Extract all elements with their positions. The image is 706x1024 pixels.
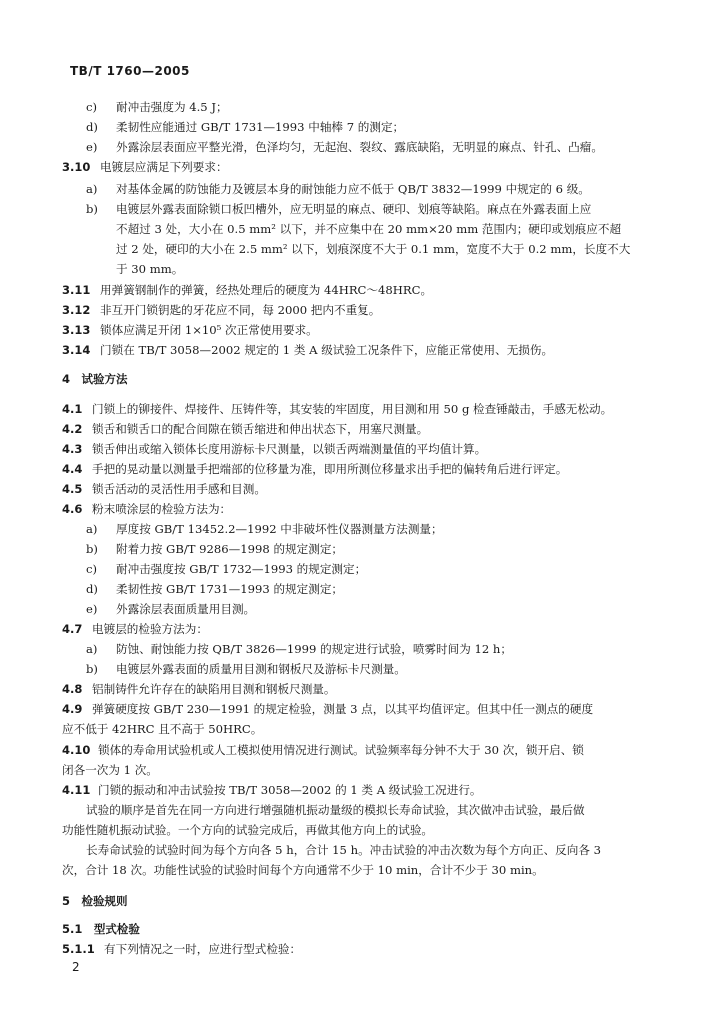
clause-3-10-b-line2: 不超过 3 处，大小在 0.5 mm² 以下，并不应集中在 20 mm×20 mm 范围内；硬印或划痕应不超	[116, 222, 622, 236]
clause-4-6-d: 柔韧性按 GB/T 1731—1993 的规定测定；	[116, 582, 344, 596]
clause-4-7-a: 防蚀、耐蚀能力按 QB/T 3826—1999 的规定进行试验，喷雾时间为 12 h；	[116, 642, 512, 656]
clause-number-4-11: 4.11	[62, 783, 91, 797]
item-e-surface: 外露涂层表面应平整光滑，色泽均匀，无起泡、裂纹、露底缺陷，无明显的麻点、针孔、凸瘤。	[116, 140, 603, 154]
clause-number-4-1: 4.1	[62, 402, 83, 416]
list-marker-d: d)	[86, 582, 98, 596]
clause-3-10-a: 对基体金属的防蚀能力及镀层本身的耐蚀能力应不低于 QB/T 3832—1999 中规定的 6 级。	[116, 182, 590, 196]
clause-4-11-para2-line2: 次，合计 18 次。功能性试验的试验时间每个方向通常不少于 10 min，合计不少于 30 min。	[62, 863, 544, 877]
list-marker-b: b)	[86, 542, 98, 556]
clause-4-9-line2: 应不低于 42HRC 且不高于 50HRC。	[62, 722, 263, 736]
clause-4-6-a: 厚度按 GB/T 13452.2—1992 中非破坏性仪器测量方法测量；	[116, 522, 443, 536]
clause-4-6-e: 外露涂层表面质量用目测。	[116, 602, 256, 616]
clause-4-2-text: 锁舌和锁舌口的配合间隙在锁舌缩进和伸出状态下，用塞尺测量。	[92, 422, 429, 436]
clause-4-6-text: 粉末喷涂层的检验方法为：	[92, 502, 232, 516]
clause-number-4-4: 4.4	[62, 462, 83, 476]
page-number: 2	[72, 960, 80, 974]
clause-3-13-text: 锁体应满足开闭 1×10⁵ 次正常使用要求。	[100, 323, 318, 337]
clause-number-4-7: 4.7	[62, 622, 83, 636]
clause-number-3-12: 3.12	[62, 303, 91, 317]
clause-3-10-b-line4: 于 30 mm。	[116, 262, 184, 276]
clause-4-11-text: 门锁的振动和冲击试验按 TB/T 3058—2002 的 1 类 A 级试验工况进行。	[98, 783, 482, 797]
clause-number-4-9: 4.9	[62, 702, 83, 716]
clause-number-4-5: 4.5	[62, 482, 83, 496]
clause-3-14-text: 门锁在 TB/T 3058—2002 规定的 1 类 A 级试验工况条件下，应能正常使用、无损伤。	[100, 343, 554, 357]
list-marker-d: d)	[86, 120, 98, 134]
clause-number-4-8: 4.8	[62, 682, 83, 696]
list-marker-a: a)	[86, 182, 98, 196]
clause-4-10-line2: 闭各一次为 1 次。	[62, 763, 158, 777]
clause-3-12-text: 非互开门锁钥匙的牙花应不同，每 2000 把内不重复。	[100, 303, 381, 317]
clause-number-4-2: 4.2	[62, 422, 83, 436]
item-c-impact: 耐冲击强度为 4.5 J；	[116, 100, 228, 114]
clause-4-11-para1-line1: 试验的顺序是首先在同一方向进行增强随机振动量级的模拟长寿命试验，其次做冲击试验，最后做	[86, 803, 585, 817]
clause-4-8-text: 铝制铸件允许存在的缺陷用目测和钢板尺测量。	[92, 682, 336, 696]
clause-4-1-text: 门锁上的铆接件、焊接件、压铸件等，其安装的牢固度，用目测和用 50 g 检查锤敲击，手感无松动。	[92, 402, 613, 416]
clause-3-10-b-line3: 过 2 处，硬印的大小在 2.5 mm² 以下，划痕深度不大于 0.1 mm，宽度不大于 0.2 mm，长度不大	[116, 242, 631, 256]
clause-number-3-10: 3.10	[62, 160, 91, 174]
section-5-1-heading: 5.1 型式检验	[62, 922, 140, 936]
clause-number-3-14: 3.14	[62, 343, 91, 357]
clause-5-1-1-text: 有下列情况之一时，应进行型式检验：	[104, 942, 302, 956]
clause-number-4-3: 4.3	[62, 442, 83, 456]
clause-number-3-13: 3.13	[62, 323, 91, 337]
section-4-heading: 4 试验方法	[62, 372, 128, 386]
list-marker-b: b)	[86, 662, 98, 676]
clause-number-4-10: 4.10	[62, 743, 91, 757]
clause-3-10-text: 电镀层应满足下列要求：	[100, 160, 228, 174]
clause-4-10-line1: 锁体的寿命用试验机或人工模拟使用情况进行测试。试验频率每分钟不大于 30 次，锁开启、锁	[98, 743, 584, 757]
clause-4-7-text: 电镀层的检验方法为：	[92, 622, 208, 636]
clause-3-11-text: 用弹簧钢制作的弹簧，经热处理后的硬度为 44HRC～48HRC。	[100, 283, 433, 297]
item-d-flexibility: 柔韧性应能通过 GB/T 1731—1993 中轴棒 7 的测定；	[116, 120, 405, 134]
clause-3-10-b-line1: 电镀层外露表面除锁口板凹槽外，应无明显的麻点、硬印、划痕等缺陷。麻点在外露表面上应	[116, 202, 592, 216]
clause-4-3-text: 锁舌伸出或缩入锁体长度用游标卡尺测量，以锁舌两端测量值的平均值计算。	[92, 442, 487, 456]
section-5-heading: 5 检验规则	[62, 894, 128, 908]
list-marker-e: e)	[86, 602, 98, 616]
clause-number-4-6: 4.6	[62, 502, 83, 516]
document-header: TB/T 1760—2005	[70, 64, 190, 78]
clause-4-11-para2-line1: 长寿命试验的试验时间为每个方向各 5 h，合计 15 h。冲击试验的冲击次数为每个方向正、反向各 3	[86, 843, 602, 857]
clause-4-7-b: 电镀层外露表面的质量用目测和钢板尺及游标卡尺测量。	[116, 662, 406, 676]
list-marker-e: e)	[86, 140, 98, 154]
clause-number-5-1-1: 5.1.1	[62, 942, 95, 956]
clause-number-3-11: 3.11	[62, 283, 91, 297]
clause-4-5-text: 锁舌活动的灵活性用手感和目测。	[92, 482, 266, 496]
clause-4-11-para1-line2: 功能性随机振动试验。一个方向的试验完成后，再做其他方向上的试验。	[62, 823, 434, 837]
clause-4-9-line1: 弹簧硬度按 GB/T 230—1991 的规定检验，测量 3 点，以其平均值评定。但其中任一测点的硬度	[92, 702, 594, 716]
list-marker-b: b)	[86, 202, 98, 216]
clause-4-4-text: 手把的晃动量以测量手把端部的位移量为准，即用所测位移量求出手把的偏转角后进行评定。	[92, 462, 568, 476]
list-marker-a: a)	[86, 642, 98, 656]
clause-4-6-c: 耐冲击强度按 GB/T 1732—1993 的规定测定；	[116, 562, 367, 576]
clause-4-6-b: 附着力按 GB/T 9286—1998 的规定测定；	[116, 542, 344, 556]
list-marker-a: a)	[86, 522, 98, 536]
list-marker-c: c)	[86, 100, 98, 114]
list-marker-c: c)	[86, 562, 98, 576]
